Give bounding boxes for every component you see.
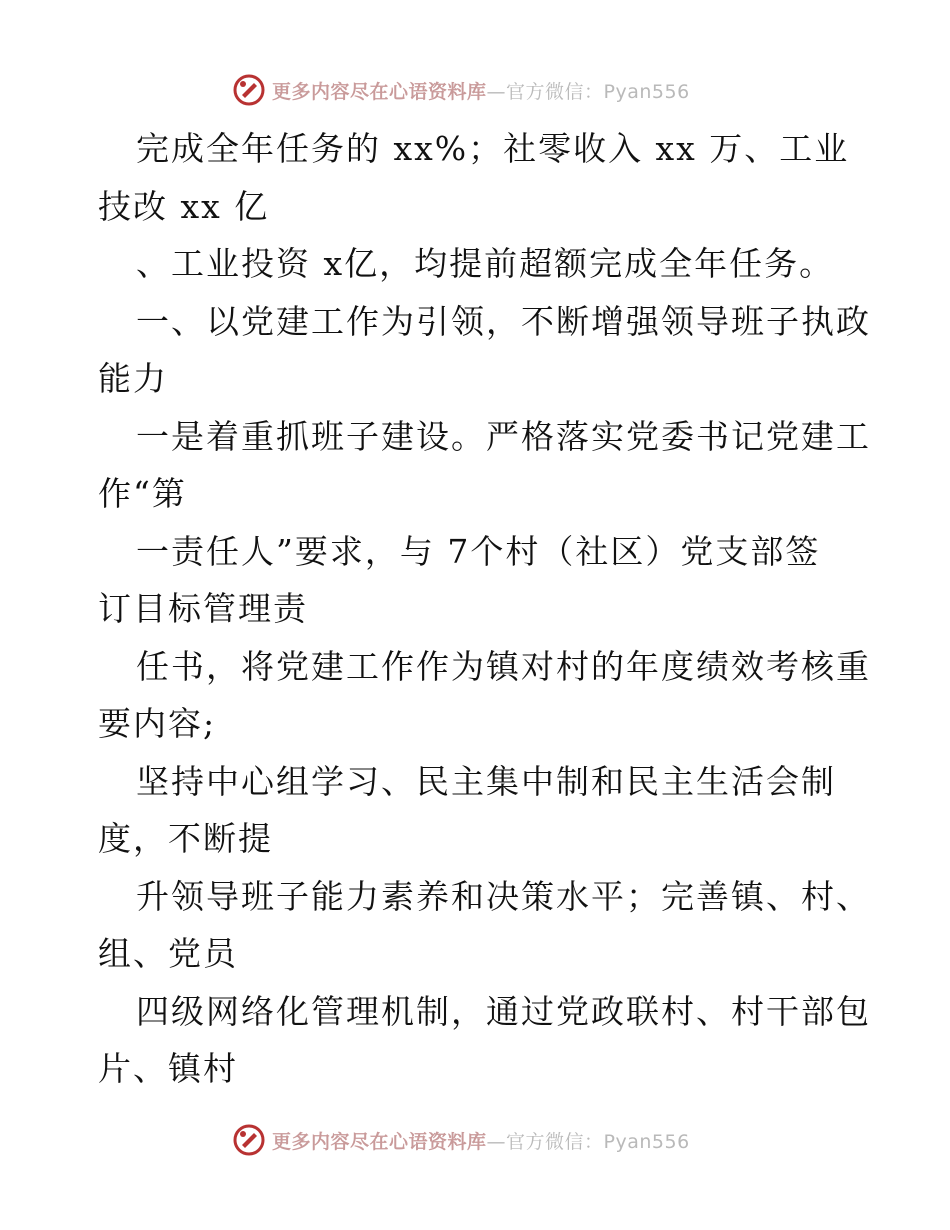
text-line: 一、以党建工作为引领，不断增强领导班子执政 [136, 301, 871, 341]
text-line: 订目标管理责 [98, 589, 308, 628]
document-body [98, 120, 871, 1098]
header-banner-separator: — [486, 80, 507, 103]
footer-banner-wechat-id: Pyan556 [603, 1130, 690, 1153]
text-line: 组、党员 [98, 934, 238, 973]
header-banner-brand: 更多内容尽在心语资料库 [272, 80, 487, 103]
header-banner-wechat-id: Pyan556 [603, 80, 690, 103]
text-line: 能力 [98, 359, 168, 398]
header-banner-wechat-label: 官方微信： [506, 80, 604, 103]
text-line: 完成全年任务的 xx%；社零收入 xx 万、工业 [136, 129, 850, 168]
text-line: 度，不断提 [98, 819, 273, 858]
footer-banner-text [272, 1127, 690, 1154]
text-line: 要内容; [98, 704, 217, 743]
text-line: 、工业投资 x亿，均提前超额完成全年任务。 [136, 244, 835, 283]
text-line: 一是着重抓班子建设。严格落实党委书记党建工 [136, 416, 871, 456]
text-line: 技改 xx 亿 [98, 186, 270, 226]
text-line: 坚持中心组学习、民主集中制和民主生活会制 [136, 761, 836, 801]
header-banner-text [272, 77, 690, 104]
header-watermark-banner [232, 72, 752, 108]
footer-banner-wechat-label: 官方微信： [506, 1130, 604, 1153]
brand-logo-icon [232, 73, 266, 107]
footer-banner-brand: 更多内容尽在心语资料库 [272, 1130, 487, 1153]
text-line: 一责任人”要求，与 7个村（社区）党支部签 [136, 531, 821, 571]
text-line: 任书，将党建工作作为镇对村的年度绩效考核重 [136, 646, 871, 686]
text-line: 四级网络化管理机制，通过党政联村、村干部包 [136, 991, 871, 1031]
brand-logo-icon [232, 1123, 266, 1157]
text-line: 片、镇村 [98, 1049, 238, 1088]
footer-watermark-banner [232, 1122, 752, 1158]
text-line: 作“第 [98, 474, 187, 513]
text-line: 升领导班子能力素养和决策水平；完善镇、村、 [136, 876, 871, 916]
footer-banner-separator: — [486, 1130, 507, 1153]
